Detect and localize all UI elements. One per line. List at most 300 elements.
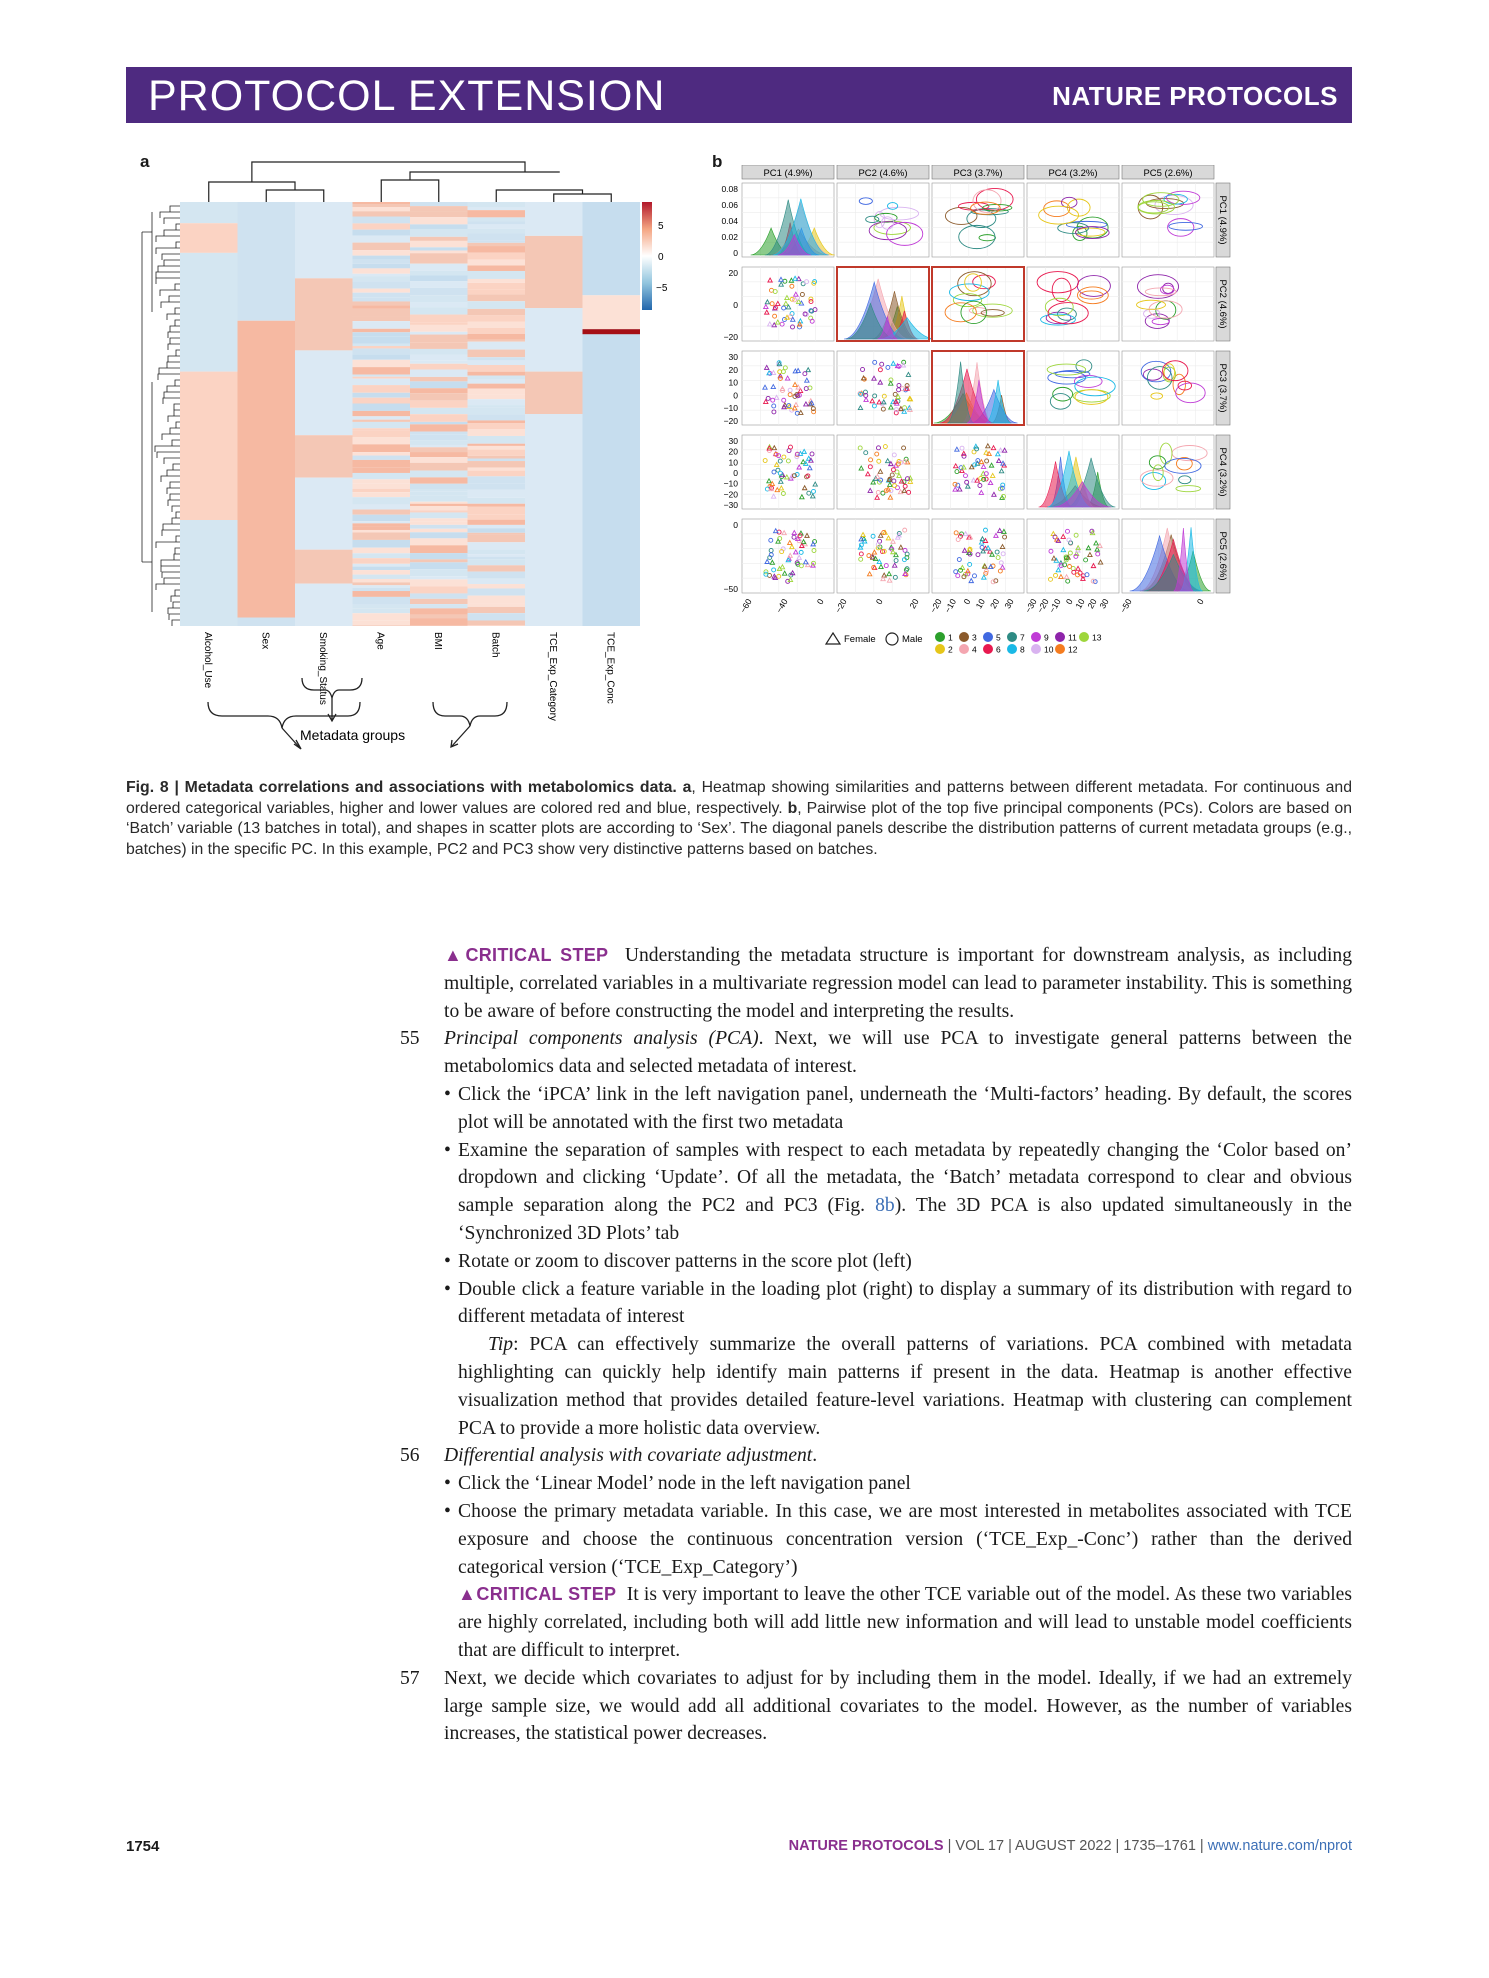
batch-swatch [959, 632, 969, 642]
heatmap-stripe [410, 414, 468, 422]
y-tick-label: 0 [733, 468, 738, 478]
y-tick-label: 0 [733, 390, 738, 401]
heatmap-stripe [468, 233, 526, 240]
heatmap-stripe [468, 283, 526, 289]
heatmap-block [583, 202, 641, 295]
heatmap-stripe [353, 305, 411, 308]
x-tick-label: 0 [814, 597, 826, 607]
y-tick-label: −20 [723, 332, 738, 342]
heatmap-column-label: TCE_Exp_Conc [604, 632, 616, 704]
bullet-text: Click the ‘iPCA’ link in the left navigation panel, underneath the ‘Multi-factors’ heading. By default, the scores plot will be annotated with the first two metadata [458, 1083, 1352, 1133]
heatmap-stripe [410, 496, 468, 502]
heatmap-stripe [410, 388, 468, 393]
panel-background [932, 435, 1024, 509]
heatmap-block [525, 414, 583, 626]
x-tick-label: −20 [832, 597, 849, 615]
heatmap-stripe [353, 444, 411, 452]
x-tick-label: 20 [1085, 597, 1099, 611]
heatmap-stripe [468, 253, 526, 260]
heatmap-stripe [468, 407, 526, 414]
dendrogram-branch [176, 242, 180, 248]
heatmap-stripe [353, 431, 411, 437]
dendrogram-branch [175, 590, 180, 596]
heatmap-stripe [468, 365, 526, 372]
heatmap-block [238, 321, 296, 626]
heatmap-stripe [353, 416, 411, 419]
heatmap-block [525, 236, 583, 308]
heatmap-stripe [353, 223, 411, 229]
heatmap-stripe [410, 463, 468, 471]
dendrogram-branch [410, 172, 560, 180]
heatmap-stripe [468, 271, 526, 279]
heatmap-column-label: TCE_Exp_Category [546, 632, 558, 721]
heatmap-stripe [353, 473, 411, 479]
batch-swatch [983, 632, 993, 642]
pc-strip-label: PC4 (3.2%) [1217, 447, 1228, 497]
dendrogram-branch [168, 416, 180, 422]
batch-label: 8 [1020, 644, 1025, 655]
dendrogram-branch [176, 224, 180, 230]
heatmap-stripe [410, 432, 468, 435]
heatmap-stripe [353, 332, 411, 336]
y-tick-label: 20 [728, 268, 738, 278]
heatmap-block [180, 372, 238, 520]
dendrogram-branch [169, 614, 180, 620]
heatmap-stripe [468, 596, 526, 604]
heatmap-block [295, 435, 353, 477]
dendrogram-branch [175, 380, 180, 386]
heatmap-stripe [353, 575, 411, 579]
heatmap-block [525, 202, 583, 236]
x-tick-label: −40 [773, 597, 790, 615]
y-tick-label: 0.04 [721, 216, 738, 226]
heatmap-stripe [353, 479, 411, 483]
pca-panel-r5-c5 [1122, 519, 1214, 593]
heatmap-stripe [410, 510, 468, 512]
batch-label: 11 [1068, 632, 1077, 643]
step-number: 55 [400, 1028, 420, 1050]
heatmap-stripe [353, 202, 411, 204]
y-tick-label: 0.06 [721, 200, 738, 210]
dendrogram-branch [174, 554, 180, 560]
x-tick-label: 30 [1097, 597, 1111, 611]
heatmap-stripe [468, 389, 526, 395]
dendrogram-branch [164, 458, 180, 464]
pca-panel-r3-c5 [1122, 351, 1214, 425]
heatmap-stripe [468, 279, 526, 283]
heatmap-stripe [468, 328, 526, 334]
heatmap-block [295, 202, 353, 278]
legend-female: Female [844, 634, 876, 645]
heatmap-stripe [410, 322, 468, 325]
critical-step-label: ▲CRITICAL STEP [444, 945, 609, 965]
dendrogram-branch [167, 470, 180, 476]
heatmap-stripe [353, 621, 411, 626]
heatmap-stripe [353, 404, 411, 411]
heatmap-stripe [468, 376, 526, 380]
heatmap-stripe [410, 484, 468, 489]
step-55-bullet-2: • Examine the separation of samples with respect to each metadata by repeatedly changing the ‘Color based on’ dropdown and clicking ‘Update’. Of all the metadata, the ‘Batch’ metadata correspond to clear and obvious sample separation along the PC2 and PC3 (Fig. 8b). The 3D PCA is also updated simultaneously in the ‘Synchronized 3D Plots’ tab [444, 1139, 1352, 1244]
heatmap-column-label: Alcohol_Use [201, 632, 213, 689]
pc-strip-label: PC5 (2.6%) [1143, 168, 1193, 179]
heatmap-stripe [410, 325, 468, 332]
heatmap-stripe [353, 293, 411, 298]
heatmap-stripe [353, 422, 411, 428]
dendrogram-branch [169, 296, 180, 302]
batch-swatch [1079, 632, 1089, 642]
pca-panel-r5-c1 [742, 519, 834, 593]
dendrogram-branch [161, 302, 180, 308]
x-tick-label: −10 [1046, 597, 1063, 615]
heatmap-stripe [468, 607, 526, 613]
heatmap-stripe [468, 490, 526, 498]
heatmap-block [295, 478, 353, 550]
heatmap-block [295, 278, 353, 350]
heatmap-stripe [353, 329, 411, 333]
batch-swatch [1031, 632, 1041, 642]
batch-label: 9 [1044, 632, 1049, 643]
heatmap-stripe [410, 532, 468, 538]
heatmap-stripe [410, 202, 468, 206]
x-tick-label: 0 [873, 597, 885, 607]
step-56-bullet-1: • Click the ‘Linear Model’ node in the left navigation panel [444, 1473, 911, 1495]
heatmap-stripe [353, 497, 411, 505]
heatmap-stripe [353, 579, 411, 582]
heatmap-stripe [468, 394, 526, 399]
heatmap-stripe [410, 457, 468, 463]
dendrogram-branch [176, 512, 180, 518]
caption-a-bold: a [682, 779, 692, 796]
heatmap-stripe [353, 460, 411, 467]
heatmap-stripe [353, 276, 411, 281]
heatmap-stripe [353, 379, 411, 385]
heatmap-stripe [468, 498, 526, 504]
step-56 [400, 1442, 1352, 1470]
heatmap-stripe [353, 316, 411, 321]
step-text: Next, we decide which covariates to adjust for by including them in the model. Ideally, if we had an extremely large sample size, we would add all additional covariates to the model. However, as the number of variables increases, the statistical power decreases. [444, 1667, 1352, 1745]
pca-panel-r4-c4 [1027, 435, 1119, 509]
page-number: 1754 [126, 1838, 160, 1855]
dendrogram-branch [168, 608, 180, 614]
dendrogram-branch [156, 272, 180, 278]
heatmap-stripe [353, 467, 411, 473]
heatmap-stripe [468, 423, 526, 429]
heatmap-stripe [468, 240, 526, 243]
pc-strip-label: PC3 (3.7%) [953, 168, 1003, 179]
dendrogram-branch [157, 452, 180, 458]
pc-strip-label: PC2 (4.6%) [1217, 279, 1228, 329]
batch-swatch [983, 644, 993, 654]
dendrogram-branch [170, 206, 180, 212]
panel-background [742, 351, 834, 425]
dendrogram-branch [554, 194, 612, 202]
heatmap-stripe [410, 408, 468, 414]
heatmap-column-label: Batch [489, 632, 501, 658]
batch-swatch [935, 644, 945, 654]
heatmap-stripe [468, 360, 526, 365]
batch-swatch [959, 644, 969, 654]
heatmap-stripe [353, 588, 411, 591]
heatmap-stripe [353, 360, 411, 367]
heatmap-stripe [410, 247, 468, 250]
heatmap-stripe [410, 424, 468, 431]
heatmap-stripe [353, 309, 411, 316]
dendrogram-branch [175, 308, 180, 314]
heatmap-stripe [468, 471, 526, 477]
heatmap-stripe [353, 268, 411, 273]
pca-panels [742, 183, 1214, 593]
heatmap-stripe [410, 447, 468, 452]
pca-panel-r1-c3 [932, 183, 1024, 257]
protocol-body [400, 942, 1352, 1748]
heatmap-stripe [410, 364, 468, 370]
heatmap-stripe [410, 237, 468, 241]
dendrogram-branch [381, 180, 439, 202]
dendrogram-branch [172, 506, 180, 512]
heatmap-stripe [353, 532, 411, 539]
header-banner [126, 67, 1352, 123]
heatmap-stripe [468, 207, 526, 210]
column-dendrogram [209, 162, 612, 202]
batch-swatch [1055, 644, 1065, 654]
heatmap-stripe [353, 393, 411, 398]
batch-label: 4 [972, 644, 977, 655]
heatmap-stripe [410, 435, 468, 440]
dendrogram-branch [163, 398, 180, 404]
dendrogram-branch [161, 476, 180, 482]
heatmap-block [525, 308, 583, 372]
female-icon [826, 633, 840, 644]
heatmap-stripe [353, 456, 411, 460]
y-tick-label: 30 [728, 436, 738, 446]
heatmap-stripe [410, 569, 468, 576]
heatmap-stripe [353, 344, 411, 346]
dendrogram-branch [168, 332, 180, 338]
pca-panel-r5-c2 [837, 519, 929, 593]
pca-panel-r1-c4 [1027, 183, 1119, 257]
heatmap-stripe [410, 211, 468, 217]
pca-panel-r3-c3 [932, 351, 1024, 425]
panel-background [932, 519, 1024, 593]
batch-label: 3 [972, 632, 977, 643]
panel-background [742, 435, 834, 509]
pca-panel-r1-c2 [837, 183, 929, 257]
x-tick-label: −10 [942, 597, 959, 615]
heatmap-stripe [353, 389, 411, 393]
batch-swatch [1007, 632, 1017, 642]
heatmap-stripe [353, 274, 411, 276]
x-tick-label: 0 [1063, 597, 1075, 607]
heatmap-stripe [468, 549, 526, 554]
heatmap-stripe [468, 405, 526, 407]
heatmap-stripe [410, 492, 468, 496]
heatmap-block [295, 350, 353, 435]
heatmap-stripe [353, 530, 411, 532]
heatmap-block [583, 295, 641, 329]
critical-step-label: ▲CRITICAL STEP [458, 1584, 617, 1605]
dendrogram-branch [176, 536, 180, 542]
x-tick-label: 0 [1194, 597, 1206, 607]
batch-label: 10 [1044, 644, 1054, 655]
heatmap-stripe [353, 354, 411, 360]
step-number: 56 [400, 1445, 420, 1467]
panel-background [1027, 519, 1119, 593]
color-scale-bar [642, 202, 668, 310]
step-55 [400, 1025, 1352, 1081]
heatmap-stripe [468, 542, 526, 549]
dendrogram-branch [156, 236, 180, 242]
heatmap-stripe [468, 468, 526, 471]
heatmap-stripe [468, 429, 526, 436]
heatmap-stripe [410, 618, 468, 626]
batch-swatch [1055, 632, 1065, 642]
step-57 [400, 1665, 1352, 1748]
heatmap-block [525, 372, 583, 414]
step-number: 57 [400, 1667, 420, 1689]
dendrogram-branch [167, 386, 180, 392]
heatmap-stripe [353, 385, 411, 388]
pca-panel-r3-c2 [837, 351, 929, 425]
x-tick-label: 10 [1073, 597, 1087, 611]
heatmap-stripe [410, 422, 468, 424]
pca-panel-r2-c3 [932, 267, 1024, 341]
pca-panel-r4-c2 [837, 435, 929, 509]
dendrogram-branch [160, 290, 180, 296]
heatmap-stripe [353, 398, 411, 404]
heatmap-stripe [410, 545, 468, 553]
heatmap-stripe [410, 206, 468, 211]
heatmap-stripe [410, 521, 468, 524]
dendrogram-branch [170, 494, 180, 500]
heatmap-stripe [410, 377, 468, 381]
heatmap-stripe [353, 301, 411, 305]
heatmap-stripe [468, 533, 526, 535]
panel-b-label: b [712, 152, 723, 171]
heatmap-stripe [410, 355, 468, 361]
heatmap-stripe [353, 553, 411, 555]
heatmap-stripe [468, 613, 526, 620]
critical-step-1 [400, 942, 1352, 1025]
heatmap-stripe [410, 369, 468, 376]
y-tick-label: 0 [733, 248, 738, 258]
heatmap-stripe [468, 528, 526, 533]
dendrogram-branch [161, 566, 180, 572]
heatmap-stripe [468, 572, 526, 579]
step-title: Differential analysis with covariate adjustment [444, 1445, 813, 1467]
heatmap-column-label: Age [374, 632, 386, 650]
heatmap-stripe [410, 579, 468, 586]
y-tick-label: 20 [728, 364, 738, 375]
heatmap-stripe [468, 525, 526, 528]
heatmap-stripe [468, 384, 526, 389]
figure-caption [126, 778, 1352, 860]
batch-label: 7 [1020, 632, 1025, 643]
dendrogram-branch [168, 344, 180, 350]
heatmap-stripe [410, 335, 468, 343]
y-tick-label: 20 [728, 446, 738, 457]
legend-male: Male [902, 634, 923, 645]
heatmap-stripe [410, 241, 468, 247]
dendrogram-branch [172, 440, 180, 446]
heatmap-stripe [353, 510, 411, 515]
dendrogram-branch [162, 254, 180, 260]
pca-panel-r3-c1 [742, 351, 834, 425]
bullet-text: Choose the primary metadata variable. In this case, we are most interested in metabolites associated with TCE exposure and choose the continuous concentration version (‘TCE_Exp_-Conc’) rather than the derived categorical version (‘TCE_Exp_Category’) [458, 1500, 1352, 1578]
heatmap-stripe [410, 271, 468, 276]
heatmap-stripe [468, 210, 526, 217]
heatmap-stripe [353, 298, 411, 302]
heatmap-stripe [410, 360, 468, 364]
heatmap-stripe [410, 342, 468, 349]
pca-panel-r1-c5 [1122, 183, 1214, 257]
step-55-bullet-1: • Click the ‘iPCA’ link in the left navigation panel, underneath the ‘Multi-factors’ heading. By default, the scores plot will be annotated with the first two metadata [444, 1083, 1352, 1133]
heatmap-stripe [410, 576, 468, 579]
heatmap-stripe [468, 246, 526, 253]
heatmap-stripe [353, 289, 411, 293]
critical-step-text: It is very important to leave the other TCE variable out of the model. As these two variables are highly correlated, including both will add little new information and will lead to unstable model coefficients that are difficult to interpret. [458, 1584, 1353, 1661]
y-tick-label: 10 [728, 377, 738, 388]
dendrogram-branch [164, 392, 180, 398]
heatmap-stripe [468, 372, 526, 376]
heatmap-stripe [353, 613, 411, 621]
dendrogram-branch [156, 248, 180, 254]
heatmap-block [583, 329, 641, 626]
heatmap-stripe [410, 259, 468, 264]
heatmap-stripe [468, 301, 526, 309]
x-tick-label: −20 [1034, 597, 1051, 615]
dendrogram-branch [167, 362, 180, 368]
y-tick-label: −30 [723, 500, 738, 510]
heatmap-stripe [353, 548, 411, 554]
heatmap-stripe [410, 615, 468, 619]
heatmap-stripe [410, 393, 468, 400]
heatmap-stripe [410, 604, 468, 608]
dendrogram-branch [174, 410, 180, 416]
dendrogram-branch [170, 482, 180, 488]
figure-link[interactable]: 8b [875, 1195, 895, 1217]
heatmap-stripe [353, 207, 411, 211]
heatmap-stripe [410, 553, 468, 559]
heatmap-stripe [353, 605, 411, 609]
heatmap-stripe [410, 253, 468, 259]
heatmap-stripe [468, 221, 526, 224]
heatmap-stripe [353, 367, 411, 374]
heatmap-stripe [468, 414, 526, 420]
bullet-text: Double click a feature variable in the loading plot (right) to display a summary of its distribution with regard to different metadata of interest [458, 1278, 1352, 1328]
dendrogram-branch [209, 182, 295, 202]
pc-strip-label: PC1 (4.9%) [763, 168, 813, 179]
heatmap-stripe [468, 554, 526, 557]
batch-label: 12 [1068, 644, 1078, 655]
heatmap-stripe [410, 477, 468, 483]
heatmap-stripe [410, 445, 468, 447]
footer-url[interactable]: www.nature.com/nprot [1207, 1838, 1352, 1854]
y-tick-label: −20 [723, 489, 738, 500]
caption-fig-label: Fig. 8 | Metadata correlations and associations with metabolomics data. [126, 779, 677, 796]
dendrogram-branch [172, 620, 180, 626]
critical-step-text: Understanding the metadata structure is important for downstream analysis, as including multiple, correlated variables in a multivariate regression model can lead to parameter instability. This is something to be aware of before constructing the model and interpreting the results. [444, 945, 1352, 1022]
heatmap-stripe [410, 506, 468, 510]
batch-swatch [1031, 644, 1041, 654]
heatmap-stripe [353, 336, 411, 343]
heatmap-stripe [410, 281, 468, 288]
pca-pairs-plot [700, 165, 1360, 765]
y-tick-label: −50 [723, 584, 738, 594]
y-tick-label: −10 [723, 478, 738, 489]
heatmap-stripe [353, 521, 411, 523]
colorbar-tick-zero: 0 [658, 252, 664, 263]
dendrogram-branch [168, 500, 180, 506]
